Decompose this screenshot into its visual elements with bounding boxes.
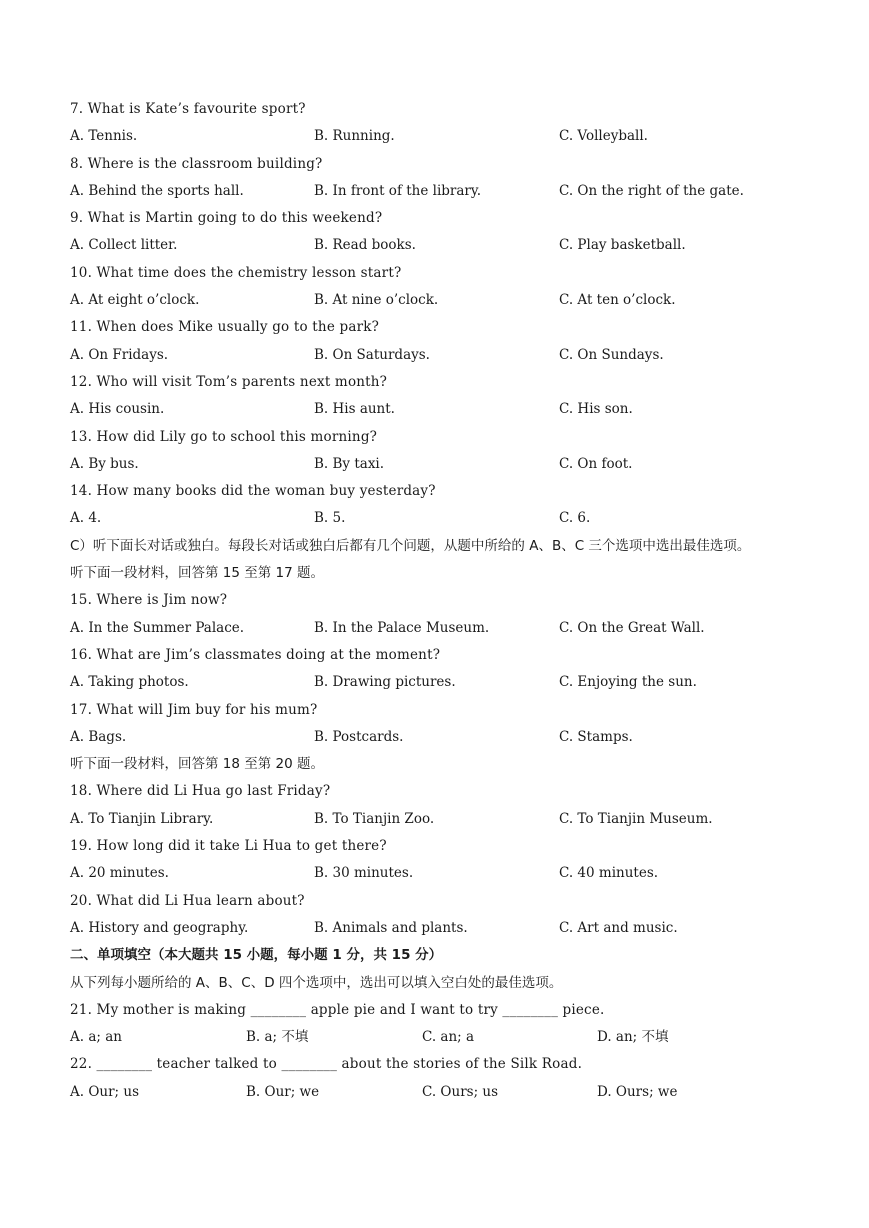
option-c: C. 40 minutes. <box>559 865 659 882</box>
question-12: 12. Who will visit Tom’s parents next month? <box>70 373 388 390</box>
listening-b-questions <box>70 96 830 533</box>
option-c: C. On the right of the gate. <box>559 182 744 199</box>
options-11 <box>70 342 830 369</box>
exam-page <box>70 96 830 1106</box>
option-d: D. an; 不填 <box>597 1029 669 1046</box>
option-a: A. His cousin. <box>70 401 165 418</box>
options-20 <box>70 915 830 942</box>
option-a: A. Taking photos. <box>70 674 189 691</box>
question-8: 8. Where is the classroom building? <box>70 155 323 172</box>
material-1-intro: 听下面一段材料，回答第 15 至第 17 题。 <box>70 565 325 582</box>
part-2-title: 二、单项填空（本大题共 15 小题，每小题 1 分，共 15 分） <box>70 947 443 964</box>
options-9 <box>70 232 830 259</box>
section-c-instruction: C）听下面长对话或独白。每段长对话或独白后都有几个问题，从题中所给的 A、B、C 三个选项中选出最佳选项。 <box>70 537 751 554</box>
question-18: 18. Where did Li Hua go last Friday? <box>70 783 331 800</box>
option-a: A. 4. <box>70 510 102 527</box>
option-c: C. Art and music. <box>559 919 678 936</box>
options-13 <box>70 451 830 478</box>
option-c: C. 6. <box>559 510 591 527</box>
question-16: 16. What are Jim’s classmates doing at the moment? <box>70 646 441 663</box>
option-b: B. Postcards. <box>314 728 404 745</box>
options-7 <box>70 123 830 150</box>
question-9: 9. What is Martin going to do this weekend? <box>70 210 383 227</box>
option-b: B. Animals and plants. <box>314 919 468 936</box>
options-8 <box>70 178 830 205</box>
option-c: C. Volleyball. <box>559 128 648 145</box>
material-2-intro: 听下面一段材料，回答第 18 至第 20 题。 <box>70 756 325 773</box>
question-14: 14. How many books did the woman buy yesterday? <box>70 483 436 500</box>
option-a: A. Collect litter. <box>70 237 178 254</box>
material-2-questions <box>70 778 830 942</box>
options-21 <box>70 1024 830 1051</box>
option-b: B. In the Palace Museum. <box>314 619 490 636</box>
options-22 <box>70 1079 830 1106</box>
option-a: A. To Tianjin Library. <box>70 810 214 827</box>
options-19 <box>70 860 830 887</box>
option-a: A. History and geography. <box>70 919 249 936</box>
option-a: A. Bags. <box>70 728 127 745</box>
question-15: 15. Where is Jim now? <box>70 592 228 609</box>
option-c: C. Ours; us <box>422 1083 499 1100</box>
options-12 <box>70 396 830 423</box>
option-c: C. To Tianjin Museum. <box>559 810 713 827</box>
option-a: A. Our; us <box>70 1083 140 1100</box>
option-b: B. Running. <box>314 128 395 145</box>
question-22: 22. ________ teacher talked to ________ about the stories of the Silk Road. <box>70 1056 583 1073</box>
option-c: C. Play basketball. <box>559 237 686 254</box>
question-21: 21. My mother is making ________ apple pie and I want to try ________ piece. <box>70 1001 605 1018</box>
option-b: B. To Tianjin Zoo. <box>314 810 435 827</box>
option-d: D. Ours; we <box>597 1083 678 1100</box>
option-b: B. a; 不填 <box>246 1029 309 1046</box>
question-17: 17. What will Jim buy for his mum? <box>70 701 318 718</box>
options-18 <box>70 806 830 833</box>
option-a: A. 20 minutes. <box>70 865 169 882</box>
question-7: 7. What is Kate’s favourite sport? <box>70 101 306 117</box>
option-c: C. On foot. <box>559 455 633 472</box>
option-a: A. Tennis. <box>70 128 138 145</box>
option-b: B. His aunt. <box>314 401 395 418</box>
option-b: B. At nine o’clock. <box>314 292 439 309</box>
question-11: 11. When does Mike usually go to the park? <box>70 319 380 336</box>
option-c: C. His son. <box>559 401 633 418</box>
option-b: B. Our; we <box>246 1083 320 1100</box>
option-a: A. a; an <box>70 1029 122 1046</box>
option-a: A. Behind the sports hall. <box>70 182 244 199</box>
options-10 <box>70 287 830 314</box>
option-b: B. In front of the library. <box>314 182 481 199</box>
part-2-instruction: 从下列每小题所给的 A、B、C、D 四个选项中，选出可以填入空白处的最佳选项。 <box>70 974 563 991</box>
options-14 <box>70 505 830 532</box>
question-10: 10. What time does the chemistry lesson start? <box>70 264 402 281</box>
option-a: A. At eight o’clock. <box>70 292 200 309</box>
option-c: C. On the Great Wall. <box>559 619 705 636</box>
option-a: A. On Fridays. <box>70 346 169 363</box>
option-b: B. 30 minutes. <box>314 865 414 882</box>
options-16 <box>70 669 830 696</box>
part-2-questions <box>70 997 830 1106</box>
question-13: 13. How did Lily go to school this morning? <box>70 428 378 445</box>
options-15 <box>70 615 830 642</box>
option-c: C. an; a <box>422 1029 475 1046</box>
option-b: B. By taxi. <box>314 455 385 472</box>
option-b: B. Read books. <box>314 237 416 254</box>
option-b: B. Drawing pictures. <box>314 674 456 691</box>
option-c: C. Stamps. <box>559 728 633 745</box>
question-20: 20. What did Li Hua learn about? <box>70 892 305 909</box>
option-c: C. At ten o’clock. <box>559 292 676 309</box>
option-a: A. By bus. <box>70 455 139 472</box>
option-c: C. Enjoying the sun. <box>559 674 697 691</box>
option-b: B. 5. <box>314 510 346 527</box>
option-b: B. On Saturdays. <box>314 346 430 363</box>
question-19: 19. How long did it take Li Hua to get there? <box>70 838 387 855</box>
option-a: A. In the Summer Palace. <box>70 619 245 636</box>
option-c: C. On Sundays. <box>559 346 664 363</box>
material-1-questions <box>70 587 830 751</box>
options-17 <box>70 724 830 751</box>
